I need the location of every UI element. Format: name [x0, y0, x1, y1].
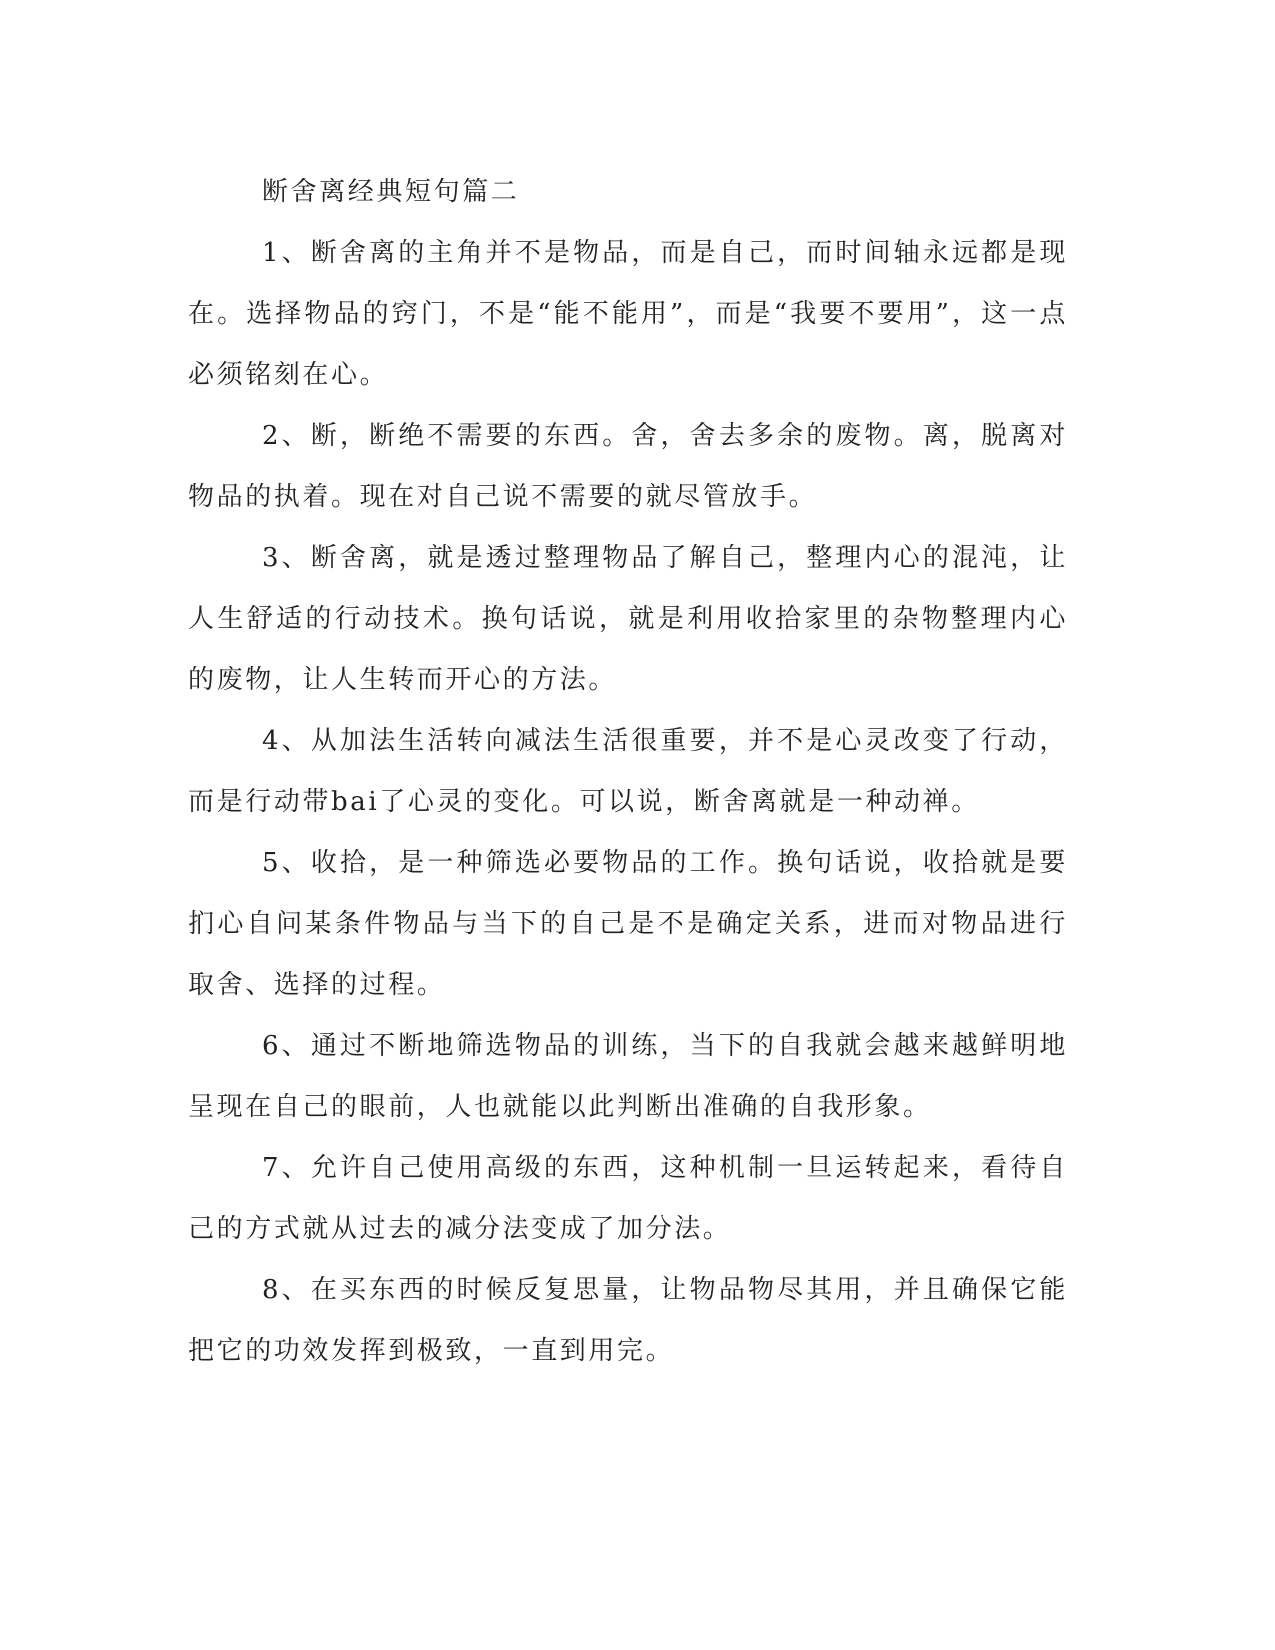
- paragraph-5: 5、收拾，是一种筛选必要物品的工作。换句话说，收拾就是要扪心自问某条件物品与当下的自己是不是确定关系，进而对物品进行取舍、选择的过程。: [188, 848, 1068, 1000]
- paragraph-8: 8、在买东西的时候反复思量，让物品物尽其用，并且确保它能把它的功效发挥到极致，一直到用完。: [188, 1275, 1068, 1366]
- paragraph-1: 1、断舍离的主角并不是物品，而是自己，而时间轴永远都是现在。选择物品的窍门，不是“能不能用”，而是“我要不要用”，这一点必须铭刻在心。: [188, 238, 1068, 390]
- document-body: [188, 162, 1068, 1382]
- document-heading: 断舍离经典短句篇二: [262, 177, 520, 207]
- paragraph-7: 7、允许自己使用高级的东西，这种机制一旦运转起来，看待自己的方式就从过去的减分法变成了加分法。: [188, 1153, 1068, 1244]
- paragraph-3: 3、断舍离，就是透过整理物品了解自己，整理内心的混沌，让人生舒适的行动技术。换句话说，就是利用收拾家里的杂物整理内心的废物，让人生转而开心的方法。: [188, 543, 1068, 695]
- paragraph-6: 6、通过不断地筛选物品的训练，当下的自我就会越来越鲜明地呈现在自己的眼前，人也就能以此判断出准确的自我形象。: [188, 1031, 1068, 1122]
- paragraph-4: 4、从加法生活转向减法生活很重要，并不是心灵改变了行动，而是行动带bai了心灵的变化。可以说，断舍离就是一种动禅。: [188, 726, 1068, 817]
- paragraph-2: 2、断，断绝不需要的东西。舍，舍去多余的废物。离，脱离对物品的执着。现在对自己说不需要的就尽管放手。: [188, 421, 1068, 512]
